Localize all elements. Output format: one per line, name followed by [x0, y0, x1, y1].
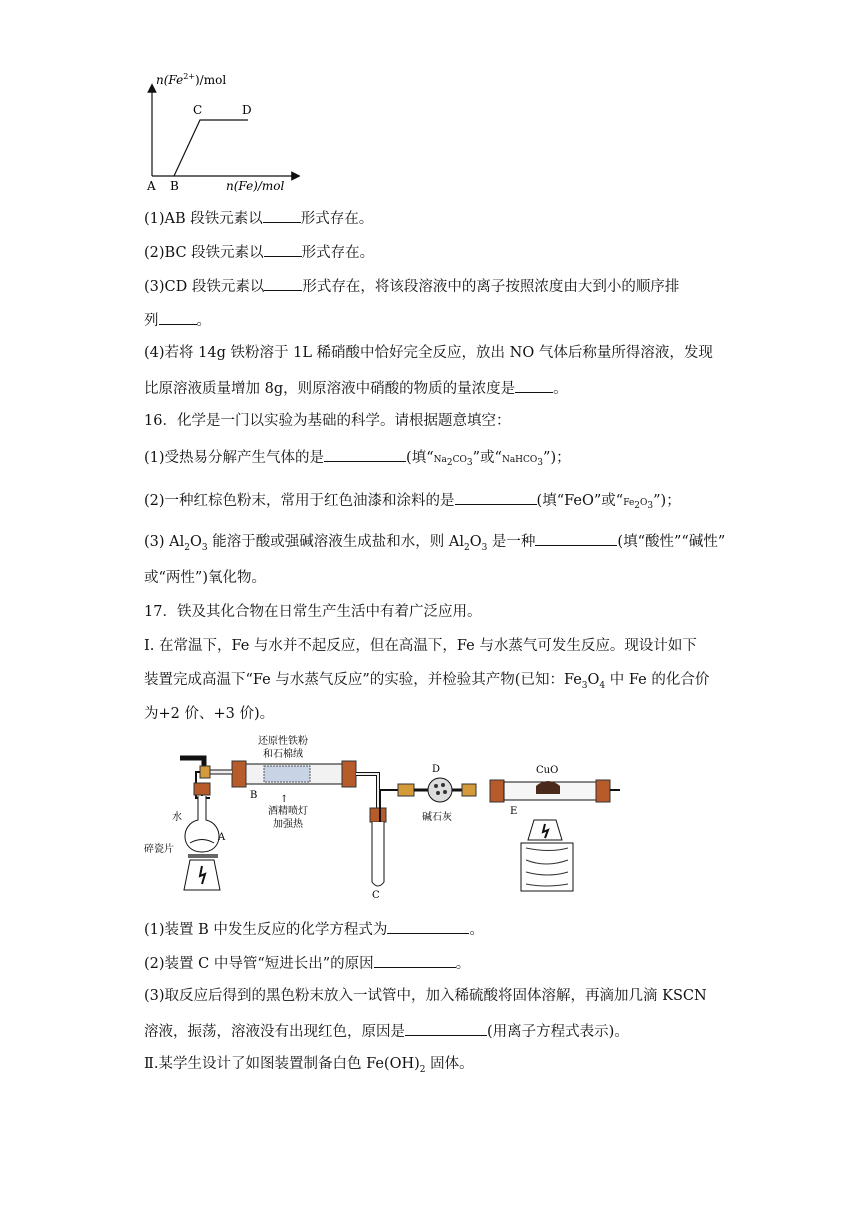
- q15-part-3-cont: 列 。: [144, 309, 211, 331]
- point-b: B: [170, 179, 179, 193]
- q15-part-1: (1)AB 段铁元素以 形式存在。: [144, 207, 373, 229]
- q17-intro-2: 装置完成高温下“Fe 与水蒸气反应”的实验，并检验其产物(已知：$Fe_3O_4$ 中 Fe 的化合价: [144, 672, 710, 691]
- q17-part-3-cont: 溶液，振荡，溶液没有出现红色，原因是 (用离子方程式表示)。: [144, 1020, 629, 1042]
- flask-a: [185, 796, 219, 852]
- label-e: E: [510, 806, 518, 817]
- label-a: A: [218, 832, 226, 843]
- label-chips: 碎瓷片: [144, 844, 174, 855]
- q16-part-2: (2)一种红棕色粉末，常用于红色油漆和涂料的是 (填“FeO”或“$Fe_2O_3$”)；: [144, 489, 681, 516]
- q15-part-2: (2)BC 段铁元素以 形式存在。: [144, 241, 374, 263]
- answer-blank[interactable]: [264, 275, 302, 291]
- iron-powder: [264, 766, 310, 782]
- apparatus-diagram: [140, 728, 630, 900]
- label-lime: 碱石灰: [422, 812, 452, 823]
- drying-bulb-d: [428, 778, 452, 802]
- arrow-up: ↑: [280, 794, 289, 805]
- label-cuo: CuO: [536, 765, 559, 776]
- answer-blank[interactable]: [455, 489, 537, 505]
- q16-part-3: (3) $Al_2O_3$ 能溶于酸或强碱溶液生成盐和水，则 $Al_2O_3$ 是一种 (填“酸性”“碱性”: [144, 530, 725, 558]
- label-water: 水: [172, 812, 182, 823]
- q17-part-2: (2)装置 C 中导管“短进长出”的原因 。: [144, 952, 470, 974]
- q17-intro-3: 为+2 价、+3 价)。: [144, 706, 275, 722]
- q15-part-4: (4)若将 14g 铁粉溶于 1L 稀硝酸中恰好完全反应，放出 NO 气体后称量所得溶液，发现: [144, 345, 713, 361]
- q17-part-3: (3)取反应后得到的黑色粉末放入一试管中，加入稀硫酸将固体溶解，再滴加几滴 KSCN: [144, 988, 707, 1004]
- point-a: A: [147, 179, 156, 193]
- burner-label-1: 酒精喷灯: [268, 806, 308, 817]
- point-c: C: [193, 103, 203, 117]
- answer-blank[interactable]: [263, 207, 301, 223]
- q17-part-ii: Ⅱ.某学生设计了如图装置制备白色 $Fe(OH)_2$ 固体。: [144, 1056, 474, 1075]
- tube-label-2: 和石棉绒: [263, 749, 303, 760]
- test-tube-c: [372, 822, 384, 886]
- q16-part-1: (1)受热易分解产生气体的是 (填“$Na_2CO_3$”或“NaHCO$_3$”)；: [144, 446, 571, 473]
- q15-part-4-cont: 比原溶液质量增加 8g，则原溶液中硝酸的物质的量浓度是 。: [144, 377, 568, 399]
- q17-stem: 17．铁及其化合物在日常生产生活中有着广泛应用。: [144, 604, 482, 620]
- graph-curve: [174, 120, 248, 176]
- tube-label-1: 还原性铁粉: [258, 736, 308, 747]
- answer-blank[interactable]: [159, 309, 197, 325]
- q15-part-3: (3)CD 段铁元素以 形式存在，将该段溶液中的离子按照浓度由大到小的顺序排: [144, 275, 679, 297]
- x-axis-label: n(Fe)/mol: [226, 179, 285, 193]
- burner-label-2: 加强热: [273, 819, 303, 830]
- answer-blank[interactable]: [374, 952, 456, 968]
- point-d: D: [242, 103, 252, 117]
- q16-stem: 16．化学是一门以实验为基础的科学。请根据题意填空：: [144, 413, 511, 429]
- answer-blank[interactable]: [535, 530, 617, 546]
- answer-blank[interactable]: [405, 1020, 487, 1036]
- q17-part-1: (1)装置 B 中发生反应的化学方程式为 。: [144, 918, 484, 940]
- answer-blank[interactable]: [515, 377, 553, 393]
- label-b: B: [250, 790, 258, 801]
- q16-part-3-cont: 或“两性”)氧化物。: [144, 570, 266, 586]
- answer-blank[interactable]: [387, 918, 469, 934]
- y-axis-label: $n(Fe^{2+})$/mol: [156, 72, 227, 87]
- answer-blank[interactable]: [324, 446, 406, 462]
- label-c: C: [372, 890, 380, 900]
- fe2-vs-fe-graph: [140, 70, 300, 195]
- answer-blank[interactable]: [264, 241, 302, 257]
- q17-intro-1: I. 在常温下，Fe 与水并不起反应，但在高温下，Fe 与水蒸气可发生反应。现设计如下: [144, 638, 697, 654]
- label-d: D: [432, 764, 441, 775]
